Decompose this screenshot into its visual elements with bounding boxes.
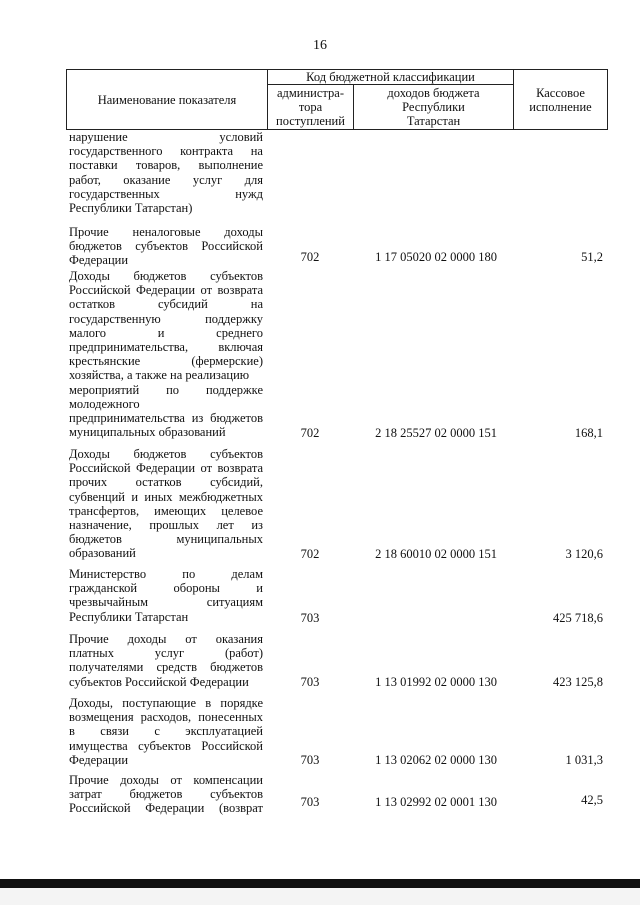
row-admin-code: 702 (300, 426, 320, 440)
row-admin-code: 703 (300, 675, 320, 689)
row-amount: 425 718,6 (553, 611, 603, 625)
row-revenue-code: 1 13 01992 02 0000 130 (375, 675, 497, 689)
scan-bottom-edge (0, 879, 640, 888)
row-amount: 423 125,8 (553, 675, 603, 689)
scan-bottom-strip (0, 888, 640, 905)
row-name: Доходы, поступающие в порядке возмещения расходов, понесенных в связи с эксплуатацией имущества субъектов Российской Федерации (69, 696, 263, 767)
header-name-column: Наименование показателя (97, 92, 237, 107)
page-number: 16 (313, 38, 327, 53)
row-admin-code: 703 (300, 611, 320, 625)
row-name: нарушение условий государственного контракта на поставки товаров, выполнение работ, оказание услуг для государственных нужд Республики Татарстан) (69, 130, 263, 216)
row-name: Прочие неналоговые доходы бюджетов субъектов Российской Федерации (69, 225, 263, 268)
table-header (66, 69, 608, 130)
row-amount: 168,1 (574, 426, 603, 440)
header-revenue-column: доходов бюджета Республики Татарстан (387, 86, 480, 128)
row-admin-code: 702 (300, 250, 320, 264)
row-amount: 3 120,6 (565, 547, 603, 561)
row-revenue-code: 1 13 02992 02 0001 130 (375, 795, 497, 809)
row-admin-code: 702 (300, 547, 320, 561)
row-name: Прочие доходы от оказания платных услуг (работ) получателями средств бюджетов субъектов Российской Федерации (69, 632, 263, 689)
row-revenue-code: 2 18 60010 02 0000 151 (375, 547, 497, 561)
row-amount: 42,5 (581, 793, 603, 807)
row-admin-code: 703 (300, 795, 320, 809)
row-admin-code: 703 (300, 753, 320, 767)
row-amount: 1 031,3 (565, 753, 603, 767)
row-name: Прочие доходы от компенсации затрат бюджетов субъектов Российской Федерации (возврат (69, 773, 263, 816)
header-amount-column: Кассовое исполнение (529, 85, 592, 114)
row-name: Министерство по делам гражданской обороны и чрезвычайным ситуациям Республики Татарстан (69, 567, 263, 624)
header-code-group: Код бюджетной классификации (306, 70, 475, 84)
row-revenue-code: 1 17 05020 02 0000 180 (375, 250, 497, 264)
row-revenue-code: 1 13 02062 02 0000 130 (375, 753, 497, 767)
row-name: Доходы бюджетов субъектов Российской Федерации от возврата остатков субсидий на государственную поддержку малого и среднего предпринимательства, включая крестьянские (фермерские) хозяйства, а также на реализацию мероприятий по поддержке молодежного предпринимательства из бюджетов муниципальных образований (69, 269, 263, 440)
row-name: Доходы бюджетов субъектов Российской Федерации от возврата прочих остатков субсидий, субвенций и иных межбюджетных трансфертов, имеющих целевое назначение, прошлых лет из бюджетов муниципальных образований (69, 447, 263, 561)
row-amount: 51,2 (581, 250, 603, 264)
row-revenue-code: 2 18 25527 02 0000 151 (375, 426, 497, 440)
header-admin-column: администра-тора поступлений (276, 86, 345, 128)
